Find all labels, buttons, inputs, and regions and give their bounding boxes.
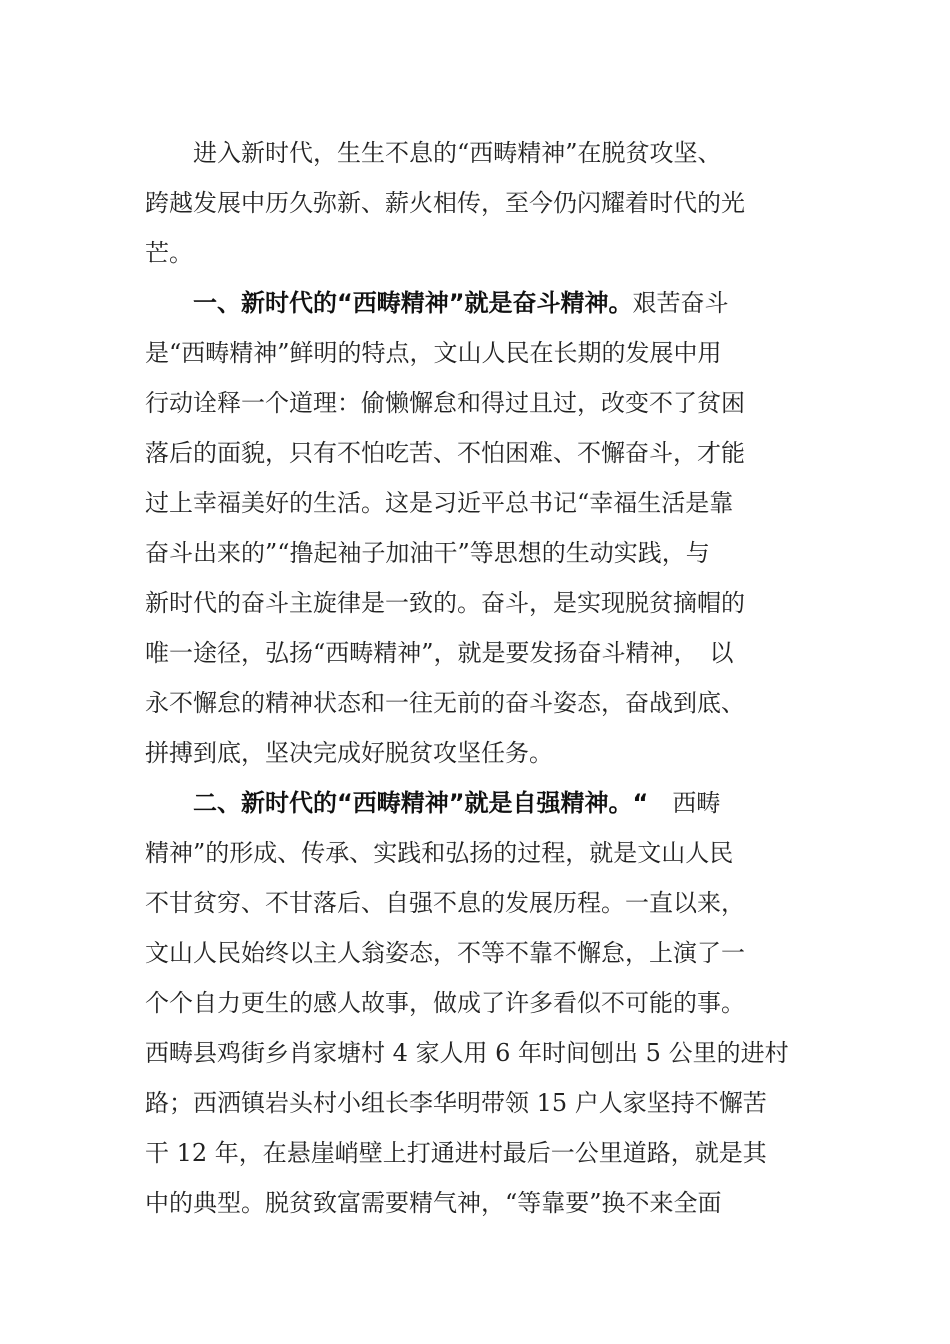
text-line <box>145 428 805 478</box>
body-text: 芒。 <box>145 239 193 267</box>
body-text: 唯一途径，弘扬“西畴精神”，就是要发扬奋斗精神， 以 <box>145 639 734 667</box>
text-line <box>145 1128 805 1178</box>
text-line <box>145 278 805 328</box>
document-body <box>145 128 805 1228</box>
text-line <box>145 228 805 278</box>
body-text: 是“西畴精神”鲜明的特点，文山人民在长期的发展中用 <box>145 339 722 367</box>
text-line <box>145 128 805 178</box>
body-text: 奋斗出来的”“撸起袖子加油干”等思想的生动实践，与 <box>145 539 710 567</box>
body-text: 个个自力更生的感人故事，做成了许多看似不可能的事。 <box>145 989 745 1017</box>
text-line <box>145 478 805 528</box>
text-line <box>145 978 805 1028</box>
body-text: 新时代的奋斗主旋律是一致的。奋斗，是实现脱贫摘帽的 <box>145 589 745 617</box>
text-line <box>145 378 805 428</box>
body-text: 跨越发展中历久弥新、薪火相传，至今仍闪耀着时代的光 <box>145 189 745 217</box>
text-line <box>145 628 805 678</box>
text-line <box>145 828 805 878</box>
body-text: 西畴 <box>648 789 721 817</box>
body-text: 精神”的形成、传承、实践和弘扬的过程，就是文山人民 <box>145 839 734 867</box>
body-text: 永不懈怠的精神状态和一往无前的奋斗姿态，奋战到底、 <box>145 689 745 717</box>
text-line <box>145 178 805 228</box>
text-line <box>145 578 805 628</box>
body-text: 西畴县鸡街乡肖家塘村 4 家人用 6 年时间刨出 5 公里的进村 <box>145 1039 789 1067</box>
body-text: 拼搏到底，坚决完成好脱贫攻坚任务。 <box>145 739 553 767</box>
body-text: 文山人民始终以主人翁姿态，不等不靠不懈怠，上演了一 <box>145 939 745 967</box>
text-line <box>145 1028 805 1078</box>
body-text: 不甘贫穷、不甘落后、自强不息的发展历程。一直以来， <box>145 889 745 917</box>
text-line <box>145 528 805 578</box>
body-text: 中的典型。脱贫致富需要精气神，“等靠要”换不来全面 <box>145 1189 722 1217</box>
text-line <box>145 1078 805 1128</box>
text-line <box>145 1178 805 1228</box>
text-line <box>145 328 805 378</box>
body-text: 进入新时代，生生不息的“西畴精神”在脱贫攻坚、 <box>145 139 722 167</box>
body-text: 路；西洒镇岩头村小组长李华明带领 15 户人家坚持不懈苦 <box>145 1089 767 1117</box>
body-text: 艰苦奋斗 <box>632 289 729 317</box>
heading-text: 一、新时代的“西畴精神”就是奋斗精神。 <box>145 289 633 317</box>
body-text: 过上幸福美好的生活。这是习近平总书记“幸福生活是靠 <box>145 489 734 517</box>
text-line <box>145 728 805 778</box>
heading-text: 二、新时代的“西畴精神”就是自强精神。“ <box>145 789 649 817</box>
body-text: 行动诠释一个道理：偷懒懈怠和得过且过，改变不了贫困 <box>145 389 745 417</box>
body-text: 落后的面貌，只有不怕吃苦、不怕困难、不懈奋斗，才能 <box>145 439 745 467</box>
text-line <box>145 678 805 728</box>
body-text: 干 12 年，在悬崖峭壁上打通进村最后一公里道路，就是其 <box>145 1139 767 1167</box>
text-line <box>145 878 805 928</box>
text-line <box>145 928 805 978</box>
text-line <box>145 778 805 828</box>
